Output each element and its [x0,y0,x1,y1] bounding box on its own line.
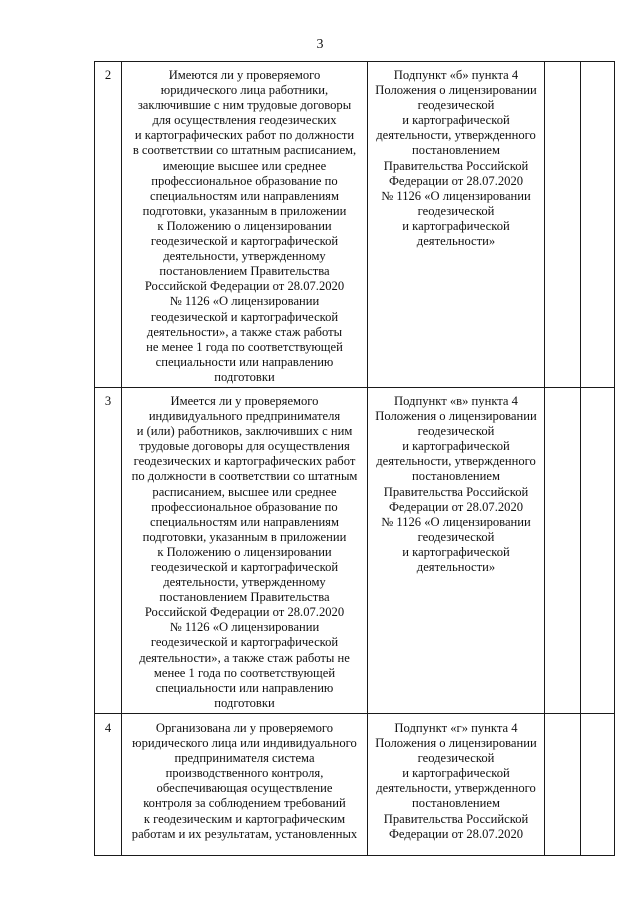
question-text-line: обеспечивающая осуществление [156,781,333,796]
reference-text-line: Подпункт «в» пункта 4 [394,393,518,408]
question-text-line: для осуществления геодезических [152,113,337,128]
row-number: 3 [95,387,122,713]
question-text-line: геодезической и картографической [150,309,339,324]
question-text-line: Имеется ли у проверяемого [170,393,319,408]
question-text-line: расписанием, высшее или среднее [152,484,337,499]
note-cell-empty [581,387,615,713]
question-text-line: к Положению о лицензировании [157,544,332,559]
reference-text-line: Положения о лицензировании [375,83,537,98]
question-text-line: и картографических работ по должности [134,128,355,143]
reference-text-line: Положения о лицензировании [375,736,537,751]
reference-text-line: деятельности, утвержденного [376,128,536,143]
question-text-line: специальности или направлению [155,354,334,369]
question-text-line: постановлением Правительства [159,590,330,605]
reference-text-line: деятельности, утвержденного [376,781,536,796]
question-cell [122,713,368,855]
question-text-line: индивидуального предпринимателя [148,409,341,424]
reference-text-line: постановлением [412,143,500,158]
reference-text-line: постановлением [412,469,500,484]
row-number: 2 [95,62,122,388]
question-text-line: специальности или направлению [155,680,334,695]
reference-text-line: и картографической [402,544,510,559]
question-text-line: не менее 1 года по соответствующей [146,339,343,354]
reference-cell [368,387,545,713]
question-text-line: к геодезическим и картографическим [143,811,346,826]
question-text-line: подготовки, указанным в приложении [142,203,347,218]
reference-cell [368,62,545,388]
note-cell-empty [581,62,615,388]
table-row [95,387,615,713]
question-text-line: Организована ли у проверяемого [155,720,334,735]
question-text-line: юридического лица работники, [160,83,329,98]
reference-text-line: геодезической [417,424,495,439]
question-text-line: деятельности, утвержденному [163,249,326,264]
question-text-line: № 1126 «О лицензировании [169,294,320,309]
reference-text-line: и картографической [402,113,510,128]
question-text-line: имеющие высшее или среднее [162,158,327,173]
question-text-line: постановлением Правительства [159,264,330,279]
reference-text-line: и картографической [402,218,510,233]
question-text-line: специальностям или направлениям [150,188,339,203]
question-text-line: заключившие с ним трудовые договоры [137,98,352,113]
question-text-line: деятельности», а также стаж работы [146,324,343,339]
question-text-line: подготовки, указанным в приложении [142,529,347,544]
reference-text-line: Федерации от 28.07.2020 [388,826,524,841]
answer-cell-empty [545,62,581,388]
reference-text-line: Подпункт «г» пункта 4 [394,720,518,735]
question-text-line: и (или) работников, заключивших с ним [136,424,353,439]
question-text-line: Российской Федерации от 28.07.2020 [144,605,345,620]
question-text-line: профессиональное образование по [151,499,338,514]
table-row [95,62,615,388]
question-text-line: геодезической и картографической [150,234,339,249]
reference-text-line: геодезической [417,529,495,544]
reference-text-line: деятельности» [416,234,496,249]
question-text-line: геодезических и картографических работ [133,454,356,469]
question-text-line: профессиональное образование по [151,173,338,188]
reference-text-line: деятельности» [416,560,496,574]
table-row [95,713,615,855]
question-text-line: производственного контроля, [165,766,324,781]
reference-text-line: Положения о лицензировании [375,409,537,424]
reference-text-line: и картографической [402,766,510,781]
reference-text-line: Правительства Российской [383,484,529,499]
reference-text-line: деятельности, утвержденного [376,454,536,469]
question-text-line: по должности в соответствии со штатным [131,469,358,484]
reference-text-line: геодезической [417,203,495,218]
reference-cell [368,713,545,855]
answer-cell-empty [545,713,581,855]
page-number: 3 [316,37,324,52]
reference-text-line: Подпункт «б» пункта 4 [393,68,519,82]
reference-text-line: постановлением [412,796,500,811]
question-text-line: Российской Федерации от 28.07.2020 [144,279,345,294]
question-text-line: Имеются ли у проверяемого [168,68,321,82]
question-text-line: № 1126 «О лицензировании [169,620,320,635]
question-text-line: работам и их результатам, установленных [131,826,358,841]
question-text-line: подготовки [214,369,275,384]
reference-text-line: № 1126 «О лицензировании [381,188,531,203]
reference-text-line: и картографической [402,439,510,454]
question-text-line: специальностям или направлениям [150,514,339,529]
question-text-line: менее 1 года по соответствующей [153,665,336,680]
question-text-line: предпринимателя система [174,751,315,766]
checklist-table [94,61,615,856]
reference-text-line: Федерации от 28.07.2020 [388,499,524,514]
row-number: 4 [95,713,122,855]
answer-cell-empty [545,387,581,713]
reference-text-line: геодезической [417,98,495,113]
question-text-line: юридического лица или индивидуального [132,736,357,751]
question-text-line: деятельности, утвержденному [163,575,326,590]
reference-text-line: № 1126 «О лицензировании [381,514,531,529]
question-text-line: трудовые договоры для осуществления [139,439,350,454]
reference-text-line: геодезической [417,751,495,766]
reference-text-line: Правительства Российской [383,811,529,826]
question-text-line: к Положению о лицензировании [157,218,332,233]
reference-text-line: Правительства Российской [383,158,529,173]
question-text-line: деятельности», а также стаж работы не [139,650,350,665]
question-text-line: подготовки [214,695,275,710]
question-text-line: контроля за соблюдением требований [143,796,346,811]
question-text-line: в соответствии со штатным расписанием, [132,143,357,158]
question-text-line: геодезической и картографической [150,560,339,574]
question-text-line: геодезической и картографической [150,635,339,650]
reference-text-line: Федерации от 28.07.2020 [388,173,524,188]
question-cell [122,387,368,713]
note-cell-empty [581,713,615,855]
question-cell [122,62,368,388]
